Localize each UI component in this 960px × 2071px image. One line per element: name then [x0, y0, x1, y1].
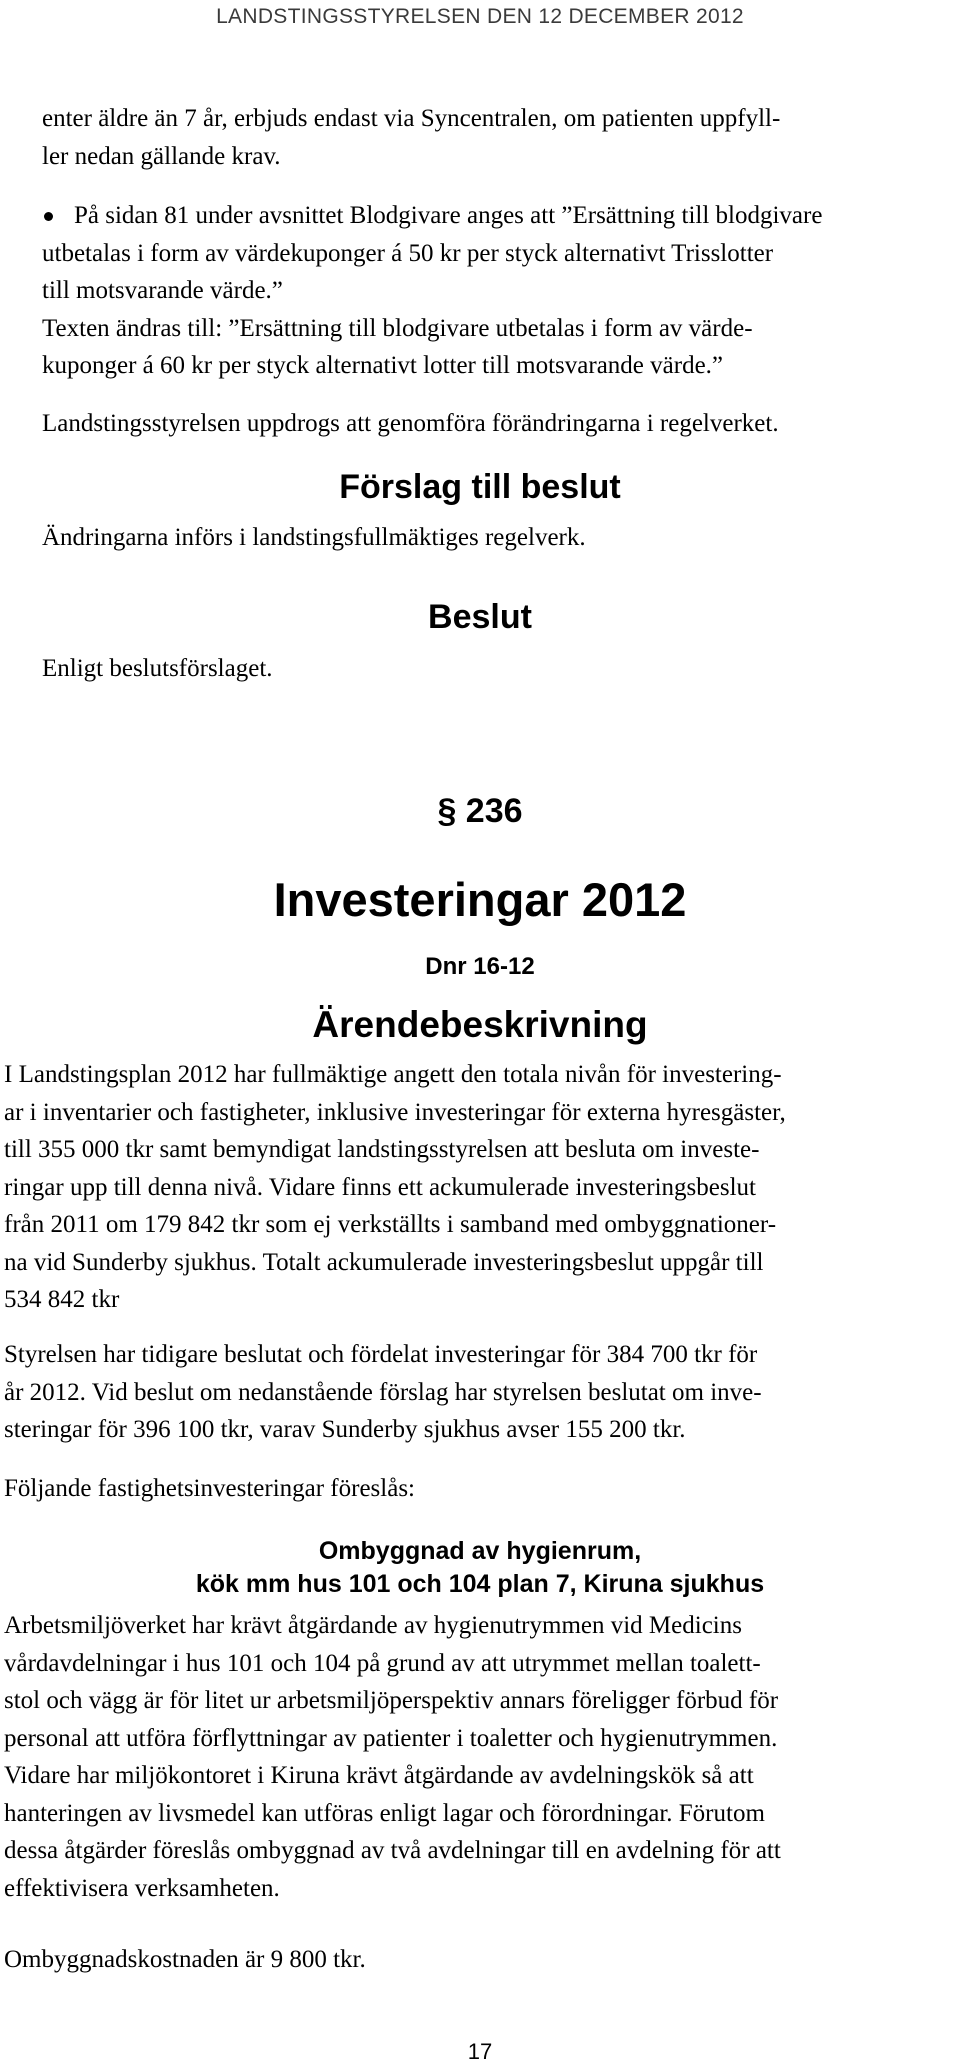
paragraph-investments [4, 1056, 786, 1319]
paragraph-project-description [4, 1607, 781, 1907]
text-line: personal att utföra förflyttningar av patienter i toaletter och hygienutrymmen. [4, 1724, 778, 1752]
text-line: enter äldre än 7 år, erbjuds endast via Syncentralen, om patienten uppfyll- [42, 105, 781, 132]
text-line: Arbetsmiljöverket har krävt åtgärdande av hygienutrymmen vid Medicins [4, 1612, 742, 1639]
text-line: På sidan 81 under avsnittet Blodgivare anges att ”Ersättning till blodgivare [74, 202, 823, 229]
text-line: I Landstingsplan 2012 har fullmäktige angett den totala nivån för investering- [4, 1061, 782, 1088]
assignment-paragraph: Landstingsstyrelsen uppdrogs att genomföra förändringarna i regelverket. [42, 410, 779, 437]
text-line: utbetalas i form av värdekuponger á 50 kr per styck alternativt Trisslotter [42, 239, 774, 267]
cost-paragraph: Ombyggnadskostnaden är 9 800 tkr. [4, 1946, 366, 1973]
text-line: från 2011 om 179 842 tkr som ej verkställts i samband med ombyggnationer- [4, 1211, 777, 1238]
text-line: Texten ändras till: ”Ersättning till blodgivare utbetalas i form av värde- [42, 314, 753, 342]
paragraph-proposed: Följande fastighetsinvesteringar föreslås: [4, 1475, 415, 1502]
decision-heading: Beslut [428, 598, 532, 636]
text-line: ringar upp till denna nivå. Vidare finns ett ackumulerade investeringsbeslut [4, 1173, 756, 1201]
project-heading [0, 1535, 960, 1601]
text-line: steringar för 396 100 tkr, varav Sunderby sjukhus avser 155 200 tkr. [4, 1416, 686, 1443]
text-line: till 355 000 tkr samt bemyndigat landstingsstyrelsen att besluta om investe- [4, 1136, 760, 1163]
bullet-text [74, 197, 854, 235]
section-number: § 236 [437, 792, 523, 830]
text-line: dessa åtgärder föreslås ombyggnad av två avdelningar till en avdelning för att [4, 1837, 781, 1864]
text-line: vårdavdelningar i hus 101 och 104 på grund av att utrymmet mellan toalett- [4, 1649, 761, 1677]
dnr-label: Dnr 16-12 [425, 953, 535, 980]
text-line: till motsvarande värde.” [42, 277, 283, 304]
paragraph-board-decision [4, 1336, 762, 1449]
project-heading-line: Ombyggnad av hygienrum, [318, 1537, 642, 1565]
text-line: kuponger á 60 kr per styck alternativt lotter till motsvarande värde.” [42, 352, 724, 379]
text-line: stol och vägg är för litet ur arbetsmiljöperspektiv annars föreligger förbud för [4, 1687, 779, 1714]
proposal-heading: Förslag till beslut [339, 468, 621, 506]
text-line: ar i inventarier och fastigheter, inklusive investeringar för externa hyresgäster, [4, 1098, 786, 1126]
text-line: Vidare har miljökontoret i Kiruna krävt åtgärdande av avdelningskök så att [4, 1762, 754, 1789]
text-line: hanteringen av livsmedel kan utföras enligt lagar och förordningar. Förutom [4, 1799, 765, 1827]
bullet-text-continued [42, 235, 773, 385]
text-line: effektivisera verksamheten. [4, 1874, 280, 1902]
running-header: LANDSTINGSSTYRELSEN DEN 12 DECEMBER 2012 [216, 5, 744, 28]
project-heading-line: kök mm hus 101 och 104 plan 7, Kiruna sjukhus [195, 1570, 765, 1598]
proposal-text: Ändringarna införs i landstingsfullmäktiges regelverk. [42, 524, 586, 551]
text-line: år 2012. Vid beslut om nedanstående förslag har styrelsen beslutat om inve- [4, 1378, 762, 1406]
case-description-heading: Ärendebeskrivning [312, 1004, 648, 1045]
text-line: na vid Sunderby sjukhus. Totalt ackumulerade investeringsbeslut uppgår till [4, 1248, 764, 1276]
text-line: 534 842 tkr [4, 1286, 120, 1313]
decision-text: Enligt beslutsförslaget. [42, 655, 273, 682]
section-title: Investeringar 2012 [273, 873, 687, 926]
text-line: ler nedan gällande krav. [42, 142, 281, 170]
intro-paragraph [42, 100, 780, 175]
page-number: 17 [467, 2039, 493, 2064]
text-line: Styrelsen har tidigare beslutat och fördelat investeringar för 384 700 tkr för [4, 1341, 758, 1368]
